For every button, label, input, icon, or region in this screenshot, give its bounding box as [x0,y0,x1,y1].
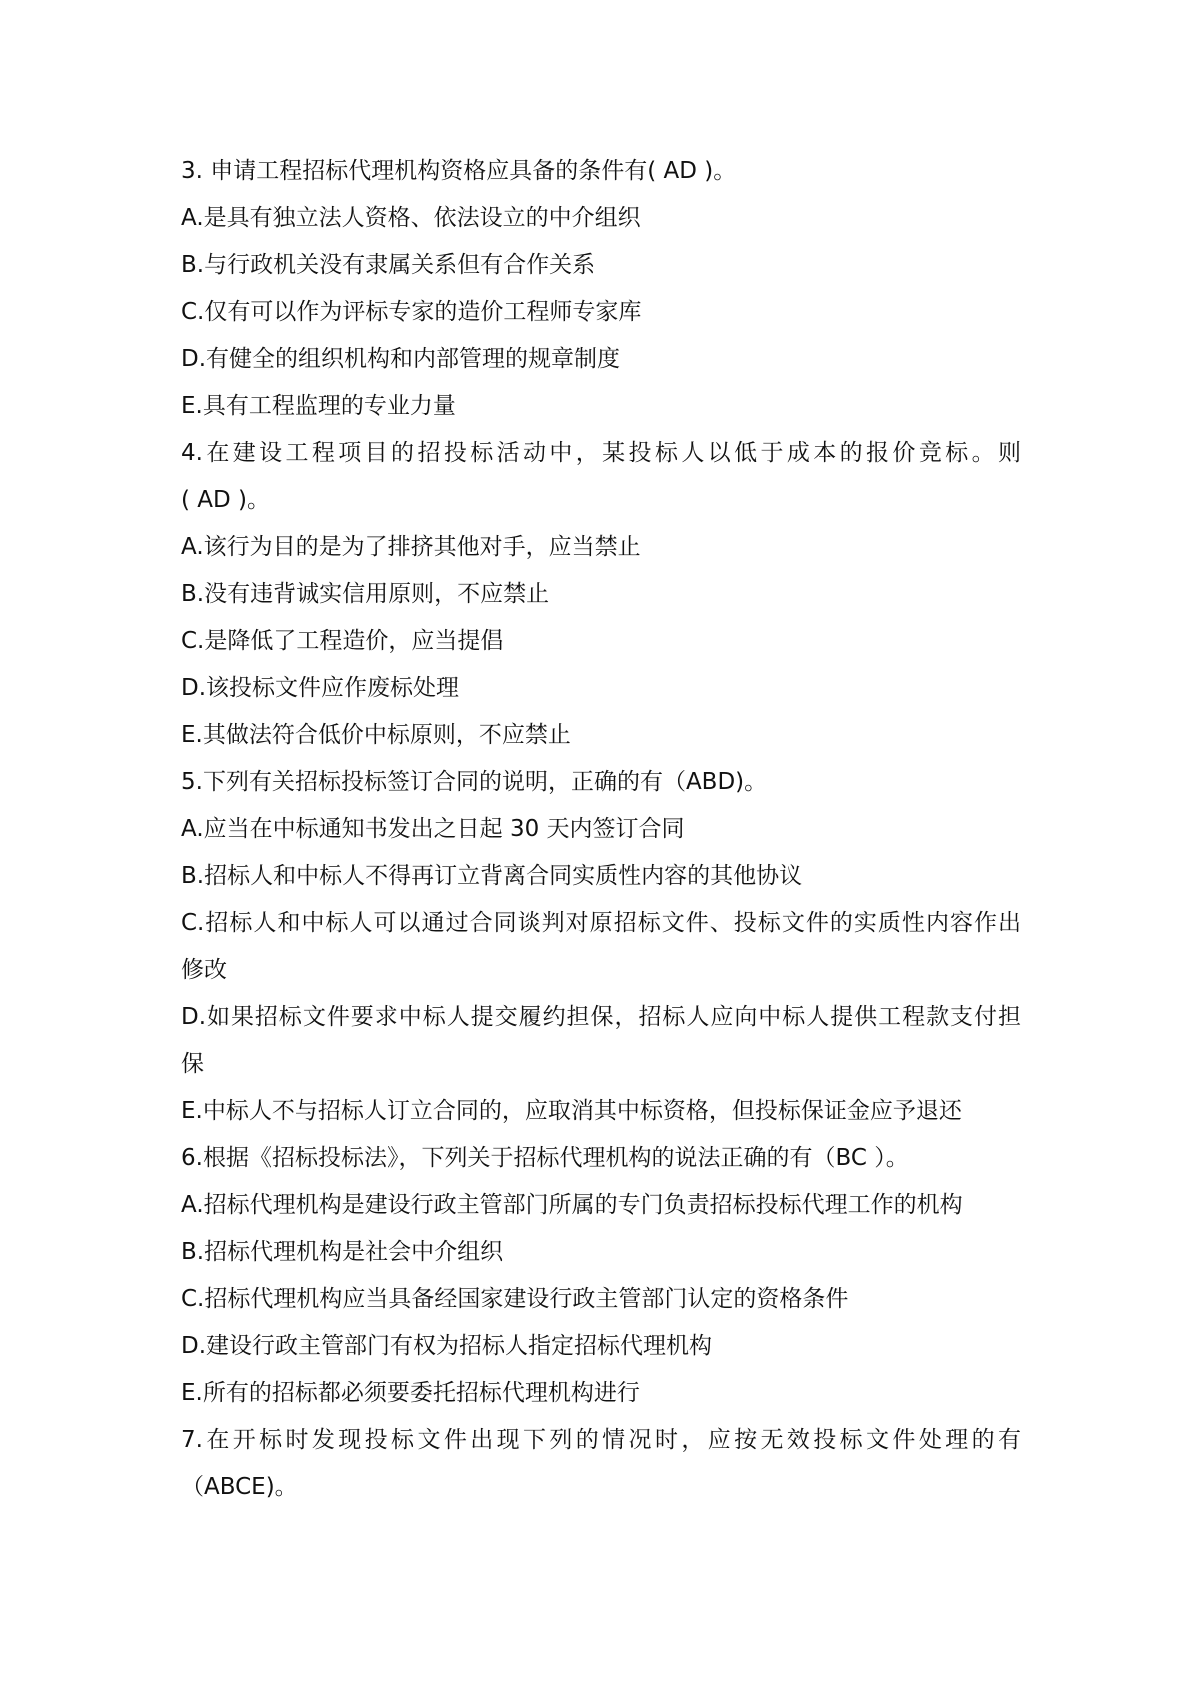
text-line: C.是降低了工程造价，应当提倡 [181,628,504,654]
text-line: A.该行为目的是为了排挤其他对手，应当禁止 [181,534,641,560]
text-line: （ABCE)。 [181,1474,298,1500]
text-line: 4.在建设工程项目的招投标活动中，某投标人以低于成本的报价竞标。则 [181,440,1021,466]
text-line: C.仅有可以作为评标专家的造价工程师专家库 [181,299,642,325]
document-page [181,148,1021,1511]
text-line: E.中标人不与招标人订立合同的，应取消其中标资格，但投标保证金应予退还 [181,1098,962,1124]
text-line: E.所有的招标都必须要委托招标代理机构进行 [181,1380,640,1406]
text-line: E.其做法符合低价中标原则，不应禁止 [181,722,571,748]
text-line: A.是具有独立法人资格、依法设立的中介组织 [181,205,641,231]
text-line: D.有健全的组织机构和内部管理的规章制度 [181,346,621,372]
text-line: A.应当在中标通知书发出之日起 30 天内签订合同 [181,816,685,842]
text-line: E.具有工程监理的专业力量 [181,393,456,419]
text-line: B.招标代理机构是社会中介组织 [181,1239,504,1265]
text-line: D.如果招标文件要求中标人提交履约担保，招标人应向中标人提供工程款支付担 [181,1004,1021,1030]
text-line: ( AD )。 [181,487,271,513]
text-line: D.建设行政主管部门有权为招标人指定招标代理机构 [181,1333,713,1359]
text-line: D.该投标文件应作废标处理 [181,675,460,701]
text-line: 6.根据《招标投标法》，下列关于招标代理机构的说法正确的有（BC ）。 [181,1145,909,1171]
text-line: 保 [181,1051,204,1077]
text-line: C.招标人和中标人可以通过合同谈判对原招标文件、投标文件的实质性内容作出 [181,910,1021,936]
text-line: B.没有违背诚实信用原则，不应禁止 [181,581,550,607]
text-line: C.招标代理机构应当具备经国家建设行政主管部门认定的资格条件 [181,1286,849,1312]
text-line: 5.下列有关招标投标签订合同的说明，正确的有（ABD)。 [181,769,768,795]
text-line: B.与行政机关没有隶属关系但有合作关系 [181,252,596,278]
text-line: B.招标人和中标人不得再订立背离合同实质性内容的其他协议 [181,863,803,889]
text-line: 3. 申请工程招标代理机构资格应具备的条件有( AD )。 [181,158,737,184]
text-line: 7.在开标时发现投标文件出现下列的情况时，应按无效投标文件处理的有 [181,1427,1021,1453]
text-line: A.招标代理机构是建设行政主管部门所属的专门负责招标投标代理工作的机构 [181,1192,963,1218]
text-line: 修改 [181,957,227,983]
